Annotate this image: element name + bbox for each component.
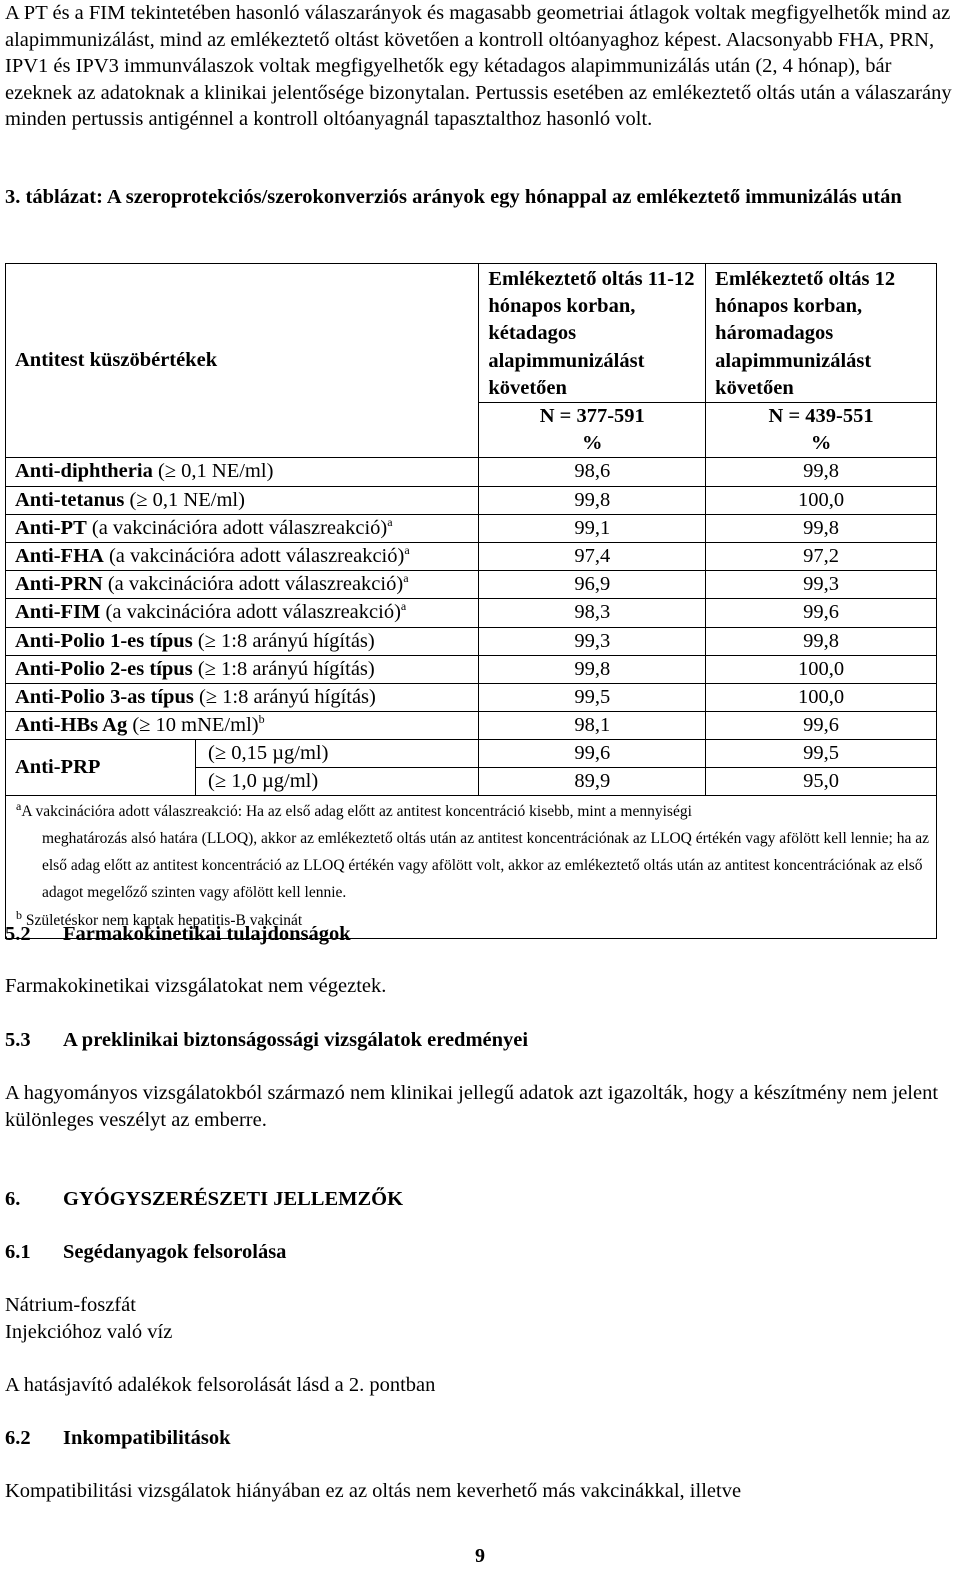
table-row	[6, 486, 937, 514]
section-5-2-text: Farmakokinetikai vizsgálatokat nem végeztek.	[5, 975, 387, 997]
antibody-name: Anti-tetanus	[15, 488, 125, 511]
seroprotection-table	[5, 263, 937, 939]
table-body	[6, 458, 937, 938]
table-caption: 3. táblázat: A szeroprotekciós/szerokonverziós arányok egy hónappal az emlékeztető immunizálás után	[5, 186, 902, 208]
table-row	[6, 514, 937, 542]
antibody-threshold: (a vakcinációra adott válaszreakció)	[86, 516, 388, 539]
footnote-b-text: Születéskor nem kaptak hepatitis-B vakcinát	[22, 911, 303, 929]
antibody-label	[6, 655, 479, 683]
prp-detail-1: (≥ 0,15 µg/ml)	[196, 740, 478, 768]
prp-label-cell	[6, 740, 479, 795]
antibody-name: Anti-diphtheria	[15, 460, 153, 483]
antibody-label	[6, 627, 479, 655]
antibody-threshold: (a vakcinációra adott válaszreakció)	[103, 545, 405, 568]
section-6-1-title: Segédanyagok felsorolása	[63, 1241, 287, 1263]
antibody-label	[6, 684, 479, 712]
value-col2: 99,8	[706, 514, 937, 542]
section-6-2-title: Inkompatibilitások	[63, 1427, 231, 1449]
value-col2: 99,8	[706, 627, 937, 655]
section-6-2-number: 6.2	[5, 1427, 31, 1449]
prp-col2	[706, 740, 937, 795]
excipient-item-2: Injekcióhoz való víz	[5, 1321, 173, 1343]
section-5-3-title: A preklinikai biztonságossági vizsgálatok eredményei	[63, 1029, 529, 1051]
header-booster-12-months: Emlékeztető oltás 12 hónapos korban, háromadagos alapimmunizálást követően	[706, 264, 937, 403]
n-col1-value: N = 377-591	[539, 405, 645, 428]
antibody-label	[6, 571, 479, 599]
antibody-label	[6, 712, 479, 740]
table-row	[6, 599, 937, 627]
antibody-name: Anti-Polio 1-es típus	[15, 629, 193, 652]
prp-col1	[479, 740, 706, 795]
excipient-item-1: Nátrium-foszfát	[5, 1294, 136, 1316]
value-col2: 100,0	[706, 655, 937, 683]
footnote-a	[16, 798, 932, 825]
header-antibody-threshold: Antitest küszöbértékek	[6, 264, 479, 458]
antibody-label	[6, 458, 479, 486]
value-col1: 98,6	[479, 458, 706, 486]
value-col1: 99,8	[479, 655, 706, 683]
table-header-row	[6, 264, 937, 403]
antibody-threshold: (≥ 0,1 NE/ml)	[124, 488, 245, 511]
section-5-2-number: 5.2	[5, 923, 31, 945]
antibody-label	[6, 599, 479, 627]
antibody-label	[6, 486, 479, 514]
footnote-ref: a	[400, 599, 407, 614]
table-row	[6, 627, 937, 655]
value-col1: 98,3	[479, 599, 706, 627]
value-col2: 99,3	[706, 571, 937, 599]
section-5-2-title: Farmakokinetikai tulajdonságok	[63, 923, 351, 945]
footnote-a-rest: meghatározás alsó határa (LLOQ), akkor az emlékeztető oltás után az antitest koncentrációnak az LLOQ értékén vagy afölött kell lennie; ha az első adag előtt az antitest koncentráció az LLOQ értékén vagy afölött volt, akkor az emlékeztető oltás után az antitest koncentrációnak az első adagot megelőző szinten vagy afölött kell lennie.	[42, 830, 929, 902]
table-row-prp-1	[6, 740, 937, 795]
footnote-a-mark: a	[16, 798, 22, 813]
table-footnotes	[6, 795, 937, 938]
value-col1: 99,8	[479, 486, 706, 514]
excipient-note: A hatásjavító adalékok felsorolását lásd a 2. pontban	[5, 1374, 436, 1396]
antibody-name: Anti-PT	[15, 516, 87, 539]
table-row	[6, 571, 937, 599]
n-col2-value: N = 439-551	[768, 405, 874, 428]
table-row	[6, 458, 937, 486]
section-5-3-heading	[5, 1027, 955, 1054]
value-col1: 97,4	[479, 543, 706, 571]
antibody-label	[6, 514, 479, 542]
section-5-3-number: 5.3	[5, 1029, 31, 1051]
value-col1: 96,9	[479, 571, 706, 599]
header-booster-11-12-months: Emlékeztető oltás 11-12 hónapos korban, kétadagos alapimmunizálást követően	[479, 264, 706, 403]
value-col2: 97,2	[706, 543, 937, 571]
antibody-label	[6, 543, 479, 571]
antibody-threshold: (a vakcinációra adott válaszreakció)	[102, 573, 404, 596]
section-6-1-heading	[5, 1239, 955, 1266]
antibody-name: Anti-PRN	[15, 573, 103, 596]
value-col2: 99,6	[706, 599, 937, 627]
antibody-name: Anti-Polio 2-es típus	[15, 657, 193, 680]
value-col1: 99,3	[479, 627, 706, 655]
n-col2-pct: %	[810, 432, 832, 455]
prp-col1-v1: 99,6	[479, 740, 705, 768]
n-col1-pct: %	[582, 432, 603, 455]
antibody-threshold: (≥ 0,1 NE/ml)	[152, 460, 274, 483]
value-col2: 100,0	[706, 486, 937, 514]
footnote-a-line1: A vakcinációra adott válaszreakció: Ha az első adag előtt az antitest koncentráció kisebb, mint a mennyiségi	[21, 802, 692, 820]
antibody-name: Anti-Polio 3-as típus	[15, 686, 194, 709]
n-col1	[479, 403, 706, 458]
antibody-threshold: (≥ 10 mNE/ml)	[127, 714, 259, 737]
value-col2: 99,6	[706, 712, 937, 740]
prp-detail-2: (≥ 1,0 µg/ml)	[208, 770, 319, 793]
section-6-2-text: Kompatibilitási vizsgálatok hiányában ez az oltás nem keverhető más vakcinákkal, illetve	[5, 1480, 742, 1502]
section-6-2-heading	[5, 1425, 955, 1452]
intro-paragraph: A PT és a FIM tekintetében hasonló válaszarányok és magasabb geometriai átlagok voltak megfigyelhetők mind az alapimmunizálást, mind az emlékeztető oltást követően a kontroll oltóanyaghoz képest. Alacsonyabb FHA, PRN, IPV1 és IPV3 immunválaszok voltak megfigyelhetők egy kétadagos alapimmunizálás után (2, 4 hónap), bár ezeknek az adatoknak a klinikai jelentősége bizonytalan. Pertussis esetében az emlékeztető oltás után a válaszarány minden pertussis antigénnel a kontroll oltóanyagnál tapasztalthoz hasonló volt.	[5, 2, 952, 130]
value-col2: 99,8	[706, 458, 937, 486]
prp-col1-v2: 89,9	[574, 770, 611, 793]
section-6-number: 6.	[5, 1188, 21, 1210]
prp-col2-v2: 95,0	[803, 770, 840, 793]
antibody-threshold: (a vakcinációra adott válaszreakció)	[100, 601, 401, 624]
section-6-1-number: 6.1	[5, 1241, 31, 1263]
value-col1: 98,1	[479, 712, 706, 740]
value-col1: 99,5	[479, 684, 706, 712]
value-col2: 100,0	[706, 684, 937, 712]
footnote-b-mark: b	[16, 907, 22, 922]
footnote-ref: a	[403, 571, 409, 586]
table-row	[6, 655, 937, 683]
page-number: 9	[475, 1545, 485, 1567]
section-5-2-heading	[5, 921, 955, 948]
prp-details	[195, 740, 478, 794]
n-col2	[706, 403, 937, 458]
antibody-threshold: (≥ 1:8 arányú hígítás)	[193, 686, 376, 709]
antibody-name: Anti-FHA	[15, 545, 104, 568]
prp-col2-v1: 99,5	[706, 740, 936, 768]
section-6-title: GYÓGYSZERÉSZETI JELLEMZŐK	[63, 1188, 404, 1210]
antibody-name: Anti-FIM	[15, 601, 101, 624]
footnote-ref: a	[387, 515, 393, 529]
table-row	[6, 712, 937, 740]
section-5-3-text: A hagyományos vizsgálatokból származó nem klinikai jellegű adatok azt igazolták, hogy a készítmény nem jelent különleges veszélyt az emberre.	[5, 1082, 939, 1131]
table-footnotes-row	[6, 795, 937, 938]
table-row	[6, 543, 937, 571]
antibody-threshold: (≥ 1:8 arányú hígítás)	[192, 629, 375, 652]
footnote-ref: b	[258, 712, 265, 727]
section-6-heading	[5, 1186, 955, 1213]
value-col1: 99,1	[479, 514, 706, 542]
prp-name: Anti-PRP	[15, 756, 101, 779]
footnote-ref: a	[404, 543, 410, 558]
table-row	[6, 684, 937, 712]
antibody-name: Anti-HBs Ag	[15, 714, 128, 737]
antibody-threshold: (≥ 1:8 arányú hígítás)	[192, 657, 375, 680]
